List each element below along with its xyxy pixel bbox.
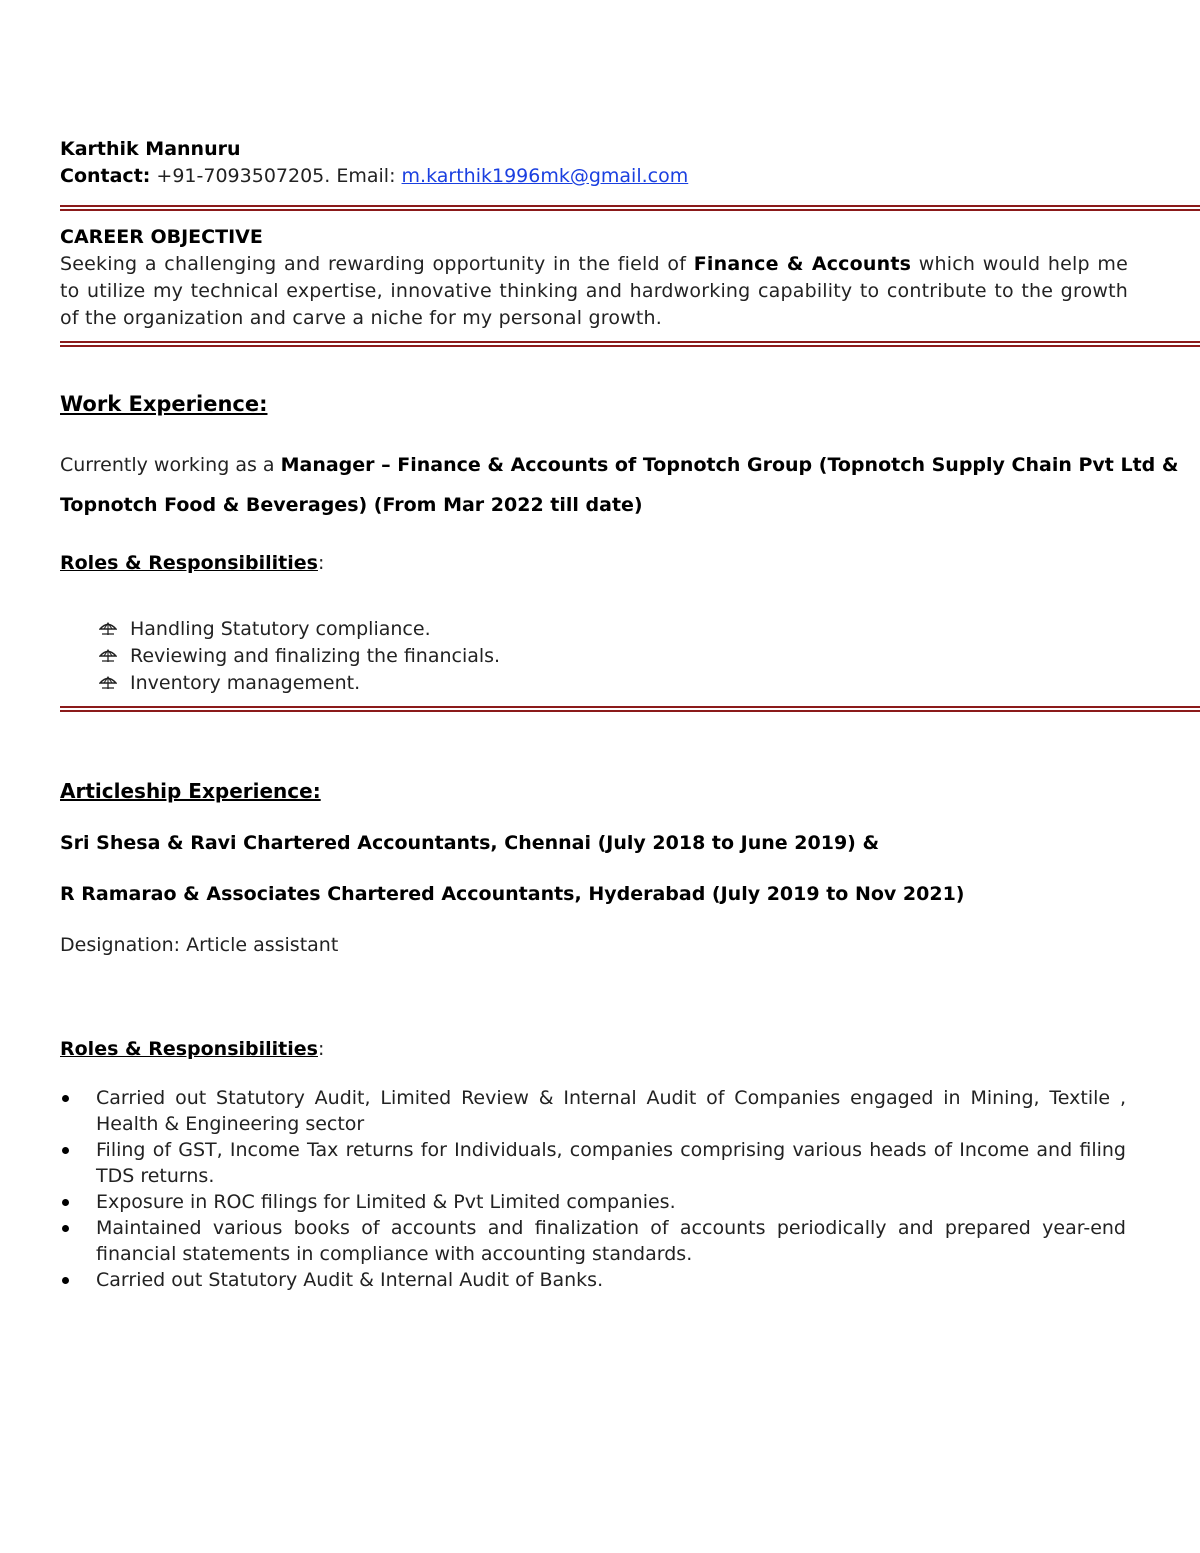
divider-rule <box>60 205 1200 211</box>
bullet-dot <box>62 1225 69 1232</box>
work-position-continued: Topnotch Food & Beverages) (From Mar 2022 till date) <box>60 494 643 516</box>
objective-title: CAREER OBJECTIVE <box>60 226 263 248</box>
articleship-roles-list <box>60 1085 1126 1293</box>
contact-line <box>60 165 688 187</box>
list-item <box>60 1215 1126 1267</box>
work-intro-prefix: Currently working as a <box>60 454 281 476</box>
articleship-roles-heading: Roles & Responsibilities <box>60 1038 318 1060</box>
objective-text-end: which would help me to utilize my technical expertise, innovative thinking and hardworking capability to contribute to the growth of the organization and carve a niche for my personal growth. <box>60 253 1128 329</box>
contact-label: Contact: <box>60 165 151 187</box>
list-item-text: Exposure in ROC filings for Limited & Pvt Limited companies. <box>96 1191 676 1213</box>
objective-text <box>60 251 1128 332</box>
list-item-text: Inventory management. <box>130 672 361 694</box>
work-position: Manager – Finance & Accounts of Topnotch Group (Topnotch Supply Chain Pvt Ltd & <box>280 454 1179 476</box>
list-item <box>60 616 1060 643</box>
objective-text-start: Seeking a challenging and rewarding opportunity in the field of <box>60 253 694 275</box>
phone-number: +91-7093507205. <box>156 165 331 187</box>
articleship-heading: Articleship Experience: <box>60 779 321 803</box>
work-roles-heading: Roles & Responsibilities <box>60 552 318 574</box>
designation: Designation: Article assistant <box>60 934 339 956</box>
email-label: Email: <box>336 165 396 187</box>
list-item <box>60 1189 1126 1215</box>
list-item-text: Reviewing and finalizing the financials. <box>130 645 501 667</box>
roles-heading-colon: : <box>317 1038 325 1060</box>
divider-rule <box>60 706 1200 712</box>
list-item <box>60 643 1060 670</box>
list-item-text: Carried out Statutory Audit, Limited Review & Internal Audit of Companies engaged in Mining, Textile , Health & Engineering sector <box>96 1087 1126 1135</box>
bullet-dot <box>62 1095 69 1102</box>
articleship-firm-2: R Ramarao & Associates Chartered Accountants, Hyderabad (July 2019 to Nov 2021) <box>60 883 965 905</box>
work-roles-list <box>60 616 1060 697</box>
articleship-firm-1: Sri Shesa & Ravi Chartered Accountants, Chennai (July 2018 to June 2019) & <box>60 832 880 854</box>
umbrella-bullet-icon <box>99 646 117 664</box>
bullet-dot <box>62 1147 69 1154</box>
work-intro-line1 <box>60 454 1178 476</box>
umbrella-bullet-icon <box>99 673 117 691</box>
list-item <box>60 670 1060 697</box>
bullet-dot <box>62 1277 69 1284</box>
divider-rule <box>60 341 1200 347</box>
bullet-dot <box>62 1199 69 1206</box>
list-item-text: Maintained various books of accounts and finalization of accounts periodically and prepared year-end financial statements in compliance with accounting standards. <box>96 1217 1126 1265</box>
list-item-text: Carried out Statutory Audit & Internal Audit of Banks. <box>96 1269 604 1291</box>
list-item <box>60 1267 1126 1293</box>
roles-heading-colon: : <box>317 552 325 574</box>
list-item-text: Handling Statutory compliance. <box>130 618 431 640</box>
list-item <box>60 1085 1126 1137</box>
work-roles-heading-line <box>60 552 324 574</box>
articleship-roles-heading-line <box>60 1038 324 1060</box>
email-link[interactable]: m.karthik1996mk@gmail.com <box>401 165 689 187</box>
list-item-text: Filing of GST, Income Tax returns for Individuals, companies comprising various heads of Income and filing TDS returns. <box>96 1139 1126 1187</box>
work-experience-heading: Work Experience: <box>60 392 268 416</box>
candidate-name: Karthik Mannuru <box>60 138 241 160</box>
umbrella-bullet-icon <box>99 619 117 637</box>
list-item <box>60 1137 1126 1189</box>
objective-field: Finance & Accounts <box>693 253 912 275</box>
